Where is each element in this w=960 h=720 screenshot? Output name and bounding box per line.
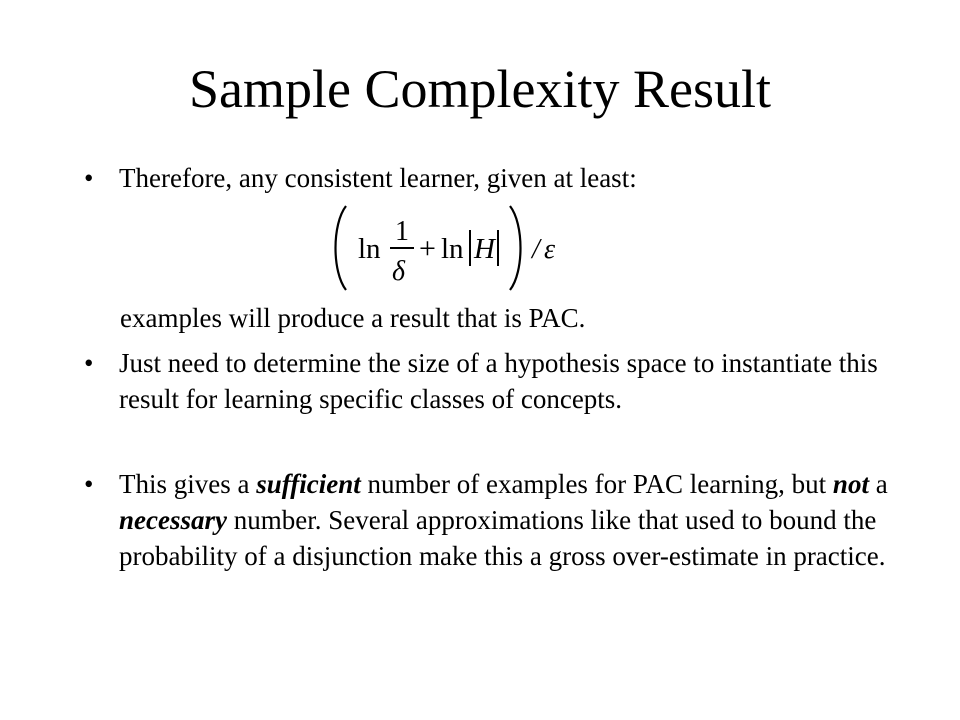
bullet-3-part: This gives a bbox=[119, 469, 257, 499]
bullet-3-part: number of examples for PAC learning, but bbox=[360, 469, 833, 499]
bullet-icon: • bbox=[84, 163, 94, 193]
sample-complexity-formula bbox=[328, 200, 568, 296]
left-paren-icon bbox=[336, 206, 347, 290]
formula-numerator: 1 bbox=[395, 216, 409, 247]
bullet-icon: • bbox=[84, 469, 94, 499]
bullet-item-2 bbox=[84, 345, 904, 417]
formula-svg bbox=[328, 200, 568, 296]
slide-title: Sample Complexity Result bbox=[189, 59, 771, 119]
bullet-3-emphasis-sufficient: sufficient bbox=[256, 469, 361, 499]
continuation-text: examples will produce a result that is PAC. bbox=[120, 303, 586, 333]
bullet-icon: • bbox=[84, 348, 94, 378]
bullet-text-2: Just need to determine the size of a hypothesis space to instantiate this result for learning specific classes of concepts. bbox=[119, 348, 878, 414]
bullet-text-3 bbox=[119, 466, 904, 574]
bullet-item-1 bbox=[84, 160, 904, 196]
right-paren-icon bbox=[510, 206, 521, 290]
bullet-3-part: a bbox=[868, 469, 888, 499]
formula-H: H bbox=[474, 233, 495, 265]
formula-ln-2: ln bbox=[441, 233, 464, 265]
formula-epsilon: ε bbox=[544, 234, 556, 265]
bullet-item-3 bbox=[84, 466, 904, 574]
bullet-3-part: number. Several approximations like that used to bound the probability of a disjunction make this a gross over-estimate in practice. bbox=[119, 505, 886, 571]
formula-slash: / bbox=[532, 234, 540, 265]
formula-ln-1: ln bbox=[358, 233, 381, 265]
bullet-3-emphasis-not: not bbox=[832, 469, 869, 499]
bullet-3-emphasis-necessary: necessary bbox=[119, 505, 227, 535]
bullet-text-1: Therefore, any consistent learner, given at least: bbox=[119, 163, 637, 193]
formula-plus: + bbox=[419, 232, 436, 265]
formula-denominator: δ bbox=[392, 256, 406, 287]
